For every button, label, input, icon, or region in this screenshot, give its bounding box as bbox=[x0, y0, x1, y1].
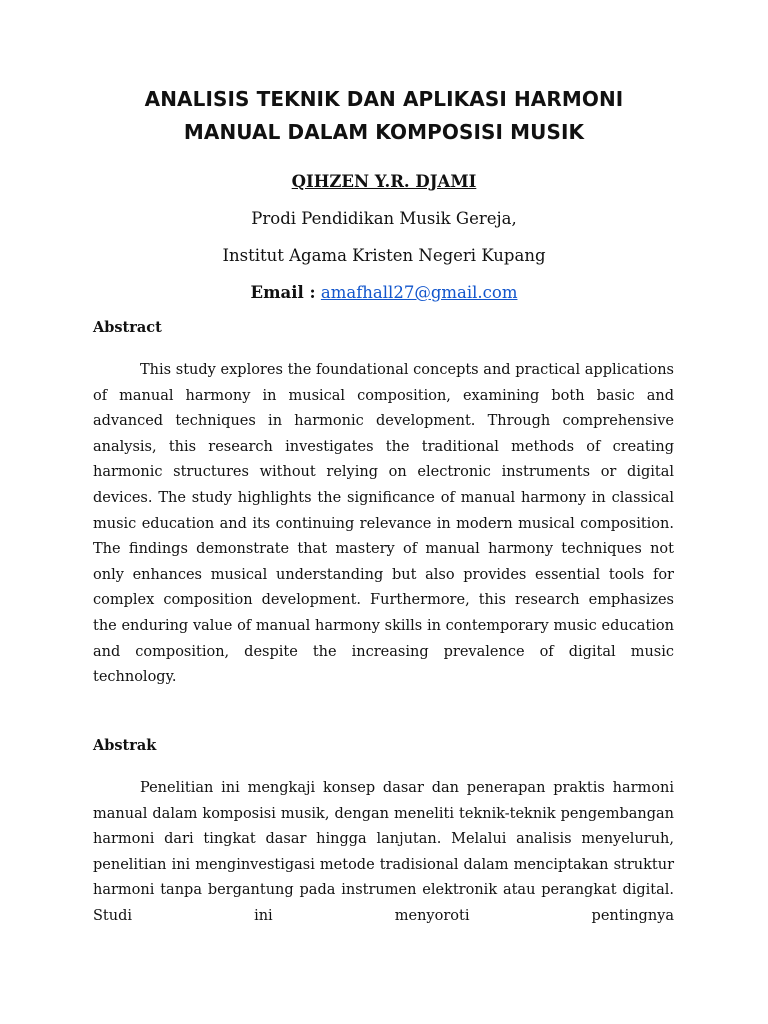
affiliation-program: Prodi Pendidikan Musik Gereja, bbox=[251, 209, 517, 228]
title-line-1: ANALISIS TEKNIK DAN APLIKASI HARMONI bbox=[144, 87, 624, 111]
abstract-heading: Abstract bbox=[93, 319, 162, 336]
email-link[interactable]: amafhall27@gmail.com bbox=[320, 283, 518, 302]
abstract-paragraph: This study explores the foundational concepts and practical applications of manual harmony in musical composition, examining both basic and advanced techniques in harmonic development. Through comprehensive analysis, this research investigates the traditional methods of creating harmonic structures without relying on electronic instruments or digital devices. The study highlights the significance of manual harmony in classical music education and its continuing relevance in modern musical composition. The findings demonstrate that mastery of manual harmony techniques not only enhances musical understanding but also provides essential tools for complex composition development. Furthermore, this research emphasizes the enduring value of manual harmony skills in contemporary music education and composition, despite the increasing prevalence of digital music technology. bbox=[93, 362, 674, 686]
abstrak-heading: Abstrak bbox=[93, 737, 157, 754]
email-line bbox=[0, 282, 768, 304]
abstrak-paragraph: Penelitian ini mengkaji konsep dasar dan penerapan praktis harmoni manual dalam komposisi musik, dengan meneliti teknik-teknik pengembangan harmoni dari tingkat dasar hingga lanjutan. Melalui analisis menyeluruh, penelitian ini menginvestigasi metode tradisional dalam menciptakan struktur harmoni tanpa bergantung pada instrumen elektronik atau perangkat digital. Studi ini menyoroti pentingnya bbox=[93, 780, 674, 924]
affiliation-institute: Institut Agama Kristen Negeri Kupang bbox=[222, 246, 546, 265]
email-label: Email : bbox=[250, 283, 316, 302]
author-name: QIHZEN Y.R. DJAMI bbox=[291, 172, 477, 191]
title-line-2: MANUAL DALAM KOMPOSISI MUSIK bbox=[183, 120, 585, 144]
